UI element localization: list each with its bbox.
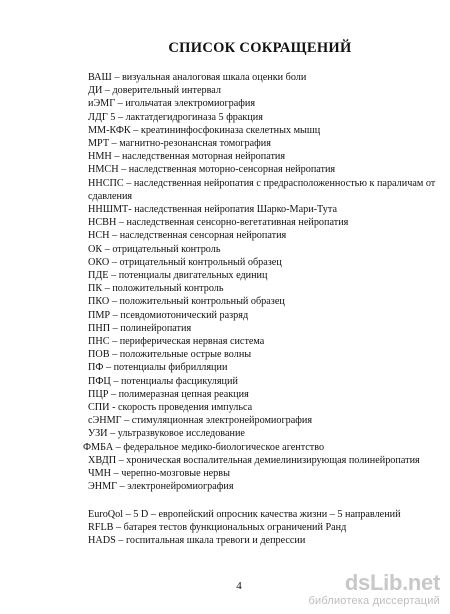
- abbreviation: ПНС: [88, 336, 110, 348]
- list-item: [88, 256, 438, 269]
- abbreviation: ПФ: [88, 362, 104, 374]
- definition: – потенциалы фасцикуляций: [110, 375, 238, 387]
- abbreviation: ПЦР: [88, 388, 109, 400]
- abbreviation: МРТ: [88, 138, 110, 150]
- definition: – псевдомиотонический разряд: [110, 309, 249, 321]
- definition: – периферическая нервная система: [109, 336, 265, 348]
- abbreviation: НСН: [88, 230, 110, 242]
- list-item: [88, 243, 438, 256]
- abbreviation: ПМР: [88, 309, 111, 321]
- definition: – положительный контрольный образец: [109, 296, 285, 308]
- abbreviation: ПДЕ: [88, 270, 109, 282]
- abbreviation: иЭМГ: [88, 98, 116, 110]
- definition: – креатининфосфокиназа скелетных мышц: [130, 124, 321, 136]
- list-item: [83, 441, 438, 454]
- abbreviation-list: [83, 71, 438, 547]
- definition: – отрицательный контрольный образец: [109, 256, 282, 268]
- list-item: [88, 177, 438, 203]
- section-gap: [88, 494, 438, 508]
- abbreviation: HADS: [88, 534, 116, 546]
- abbreviation: ПФЦ: [88, 375, 111, 387]
- abbreviation: EuroQol – 5 D: [88, 508, 149, 520]
- abbreviation: НМН: [88, 151, 112, 163]
- definition: – магнитно-резонансная томография: [109, 138, 271, 150]
- watermark-subtitle: библиотека диссертаций: [308, 595, 440, 607]
- definition: – стимуляционная электронейромиография: [121, 415, 313, 427]
- page-title: СПИСОК СОКРАЩЕНИЙ: [168, 40, 352, 56]
- definition: – потенциалы двигательных единиц: [108, 270, 268, 282]
- watermark-logo: dsLib.net: [344, 570, 440, 595]
- definition: – положительный контроль: [102, 283, 224, 295]
- list-item: [88, 229, 438, 242]
- list-item: [88, 137, 438, 150]
- abbreviation: УЗИ: [88, 428, 108, 440]
- abbreviation: ПОВ: [88, 349, 110, 361]
- definition: – черепно-мозговые нервы: [111, 468, 230, 480]
- abbreviation: ВАШ: [88, 72, 112, 83]
- abbreviation: ФМБА: [83, 441, 114, 453]
- definition: – наследственная сенсорная нейропатия: [109, 230, 287, 242]
- list-item: [88, 150, 438, 163]
- abbreviation: ЧМН: [88, 468, 112, 480]
- definition: – европейский опросник качества жизни – 5 направлений: [148, 508, 401, 520]
- abbreviation: НHСПС: [88, 177, 124, 189]
- list-item: [88, 414, 438, 427]
- definition: – полинейропатия: [110, 322, 192, 334]
- list-item: [88, 508, 438, 521]
- definition: – наследственная моторно-сенсорная нейропатия: [118, 164, 336, 176]
- watermark: [308, 571, 440, 608]
- abbreviation: ХВДП: [88, 454, 117, 466]
- list-item: [88, 467, 438, 480]
- list-item: [88, 322, 438, 335]
- definition: – ультразвуковое исследование: [107, 428, 245, 440]
- definition: – лактатдегидрогиназа 5 фракция: [115, 111, 263, 123]
- list-item: [88, 216, 438, 229]
- list-item: [88, 111, 438, 124]
- list-item: [88, 454, 438, 467]
- definition: – положительные острые волны: [109, 349, 252, 361]
- definition: – наследственная нейропатия с предрасположенностью к параличам от сдавления: [88, 177, 436, 202]
- definition: – доверительный интервал: [102, 85, 221, 97]
- list-item: [88, 521, 438, 534]
- abbreviation: НМСН: [88, 164, 119, 176]
- abbreviation: СПИ: [88, 402, 110, 414]
- list-item: [88, 124, 438, 137]
- list-item: [88, 375, 438, 388]
- definition: – потенциалы фибрилляции: [103, 362, 228, 374]
- abbreviation: НСВН: [88, 217, 117, 229]
- definition: – визуальная аналоговая шкала оценки боли: [111, 72, 307, 83]
- abbreviation: ДИ: [88, 85, 103, 97]
- list-item: [88, 335, 438, 348]
- abbreviation: ОКО: [88, 256, 110, 268]
- list-item: [88, 361, 438, 374]
- definition: наследственная нейропатия Шарко-Мари-Тута: [131, 204, 337, 216]
- list-item: [88, 71, 438, 84]
- definition: – батарея тестов функциональных ограничений Ранд: [113, 521, 347, 533]
- list-item: [88, 295, 438, 308]
- abbreviation: ЭНМГ: [88, 481, 118, 493]
- definition: – госпитальная шкала тревоги и депрессии: [115, 534, 306, 546]
- definition: – наследственная моторная нейропатия: [111, 151, 286, 163]
- abbreviation: ОК: [88, 243, 103, 255]
- list-item: [88, 480, 438, 493]
- abbreviation: ПНП: [88, 322, 111, 334]
- list-item: [88, 534, 438, 547]
- list-item: [88, 282, 438, 295]
- abbreviation: ММ-КФК: [88, 124, 131, 136]
- page-number: 4: [236, 580, 242, 592]
- list-item: [88, 427, 438, 440]
- list-item: [88, 401, 438, 414]
- list-item: [88, 388, 438, 401]
- list-item: [88, 348, 438, 361]
- abbreviation: ПКО: [88, 296, 110, 308]
- abbreviation: ПК: [88, 283, 103, 295]
- list-item: [88, 203, 438, 216]
- definition: – отрицательный контроль: [102, 243, 221, 255]
- definition: – полимеразная цепная реакция: [108, 388, 249, 400]
- abbreviation: RFLB: [88, 521, 114, 533]
- abbreviation: ЛДГ 5: [88, 111, 116, 123]
- definition: – наследственная сенсорно-вегетативная нейропатия: [116, 217, 349, 229]
- definition: – федеральное медико-биологическое агентство: [113, 441, 325, 453]
- abbreviation: сЭНМГ: [88, 415, 122, 427]
- definition: - скорость проведения импульса: [109, 402, 253, 414]
- list-item: [88, 84, 438, 97]
- abbreviation: НHШМТ-: [88, 204, 132, 216]
- definition: – электронейромиография: [117, 481, 234, 493]
- list-item: [88, 309, 438, 322]
- list-item: [88, 269, 438, 282]
- list-item: [88, 163, 438, 176]
- definition: – игольчатая электромиография: [115, 98, 256, 110]
- list-item: [88, 97, 438, 110]
- definition: – хроническая воспалительная демиелинизирующая полинейропатия: [116, 454, 420, 466]
